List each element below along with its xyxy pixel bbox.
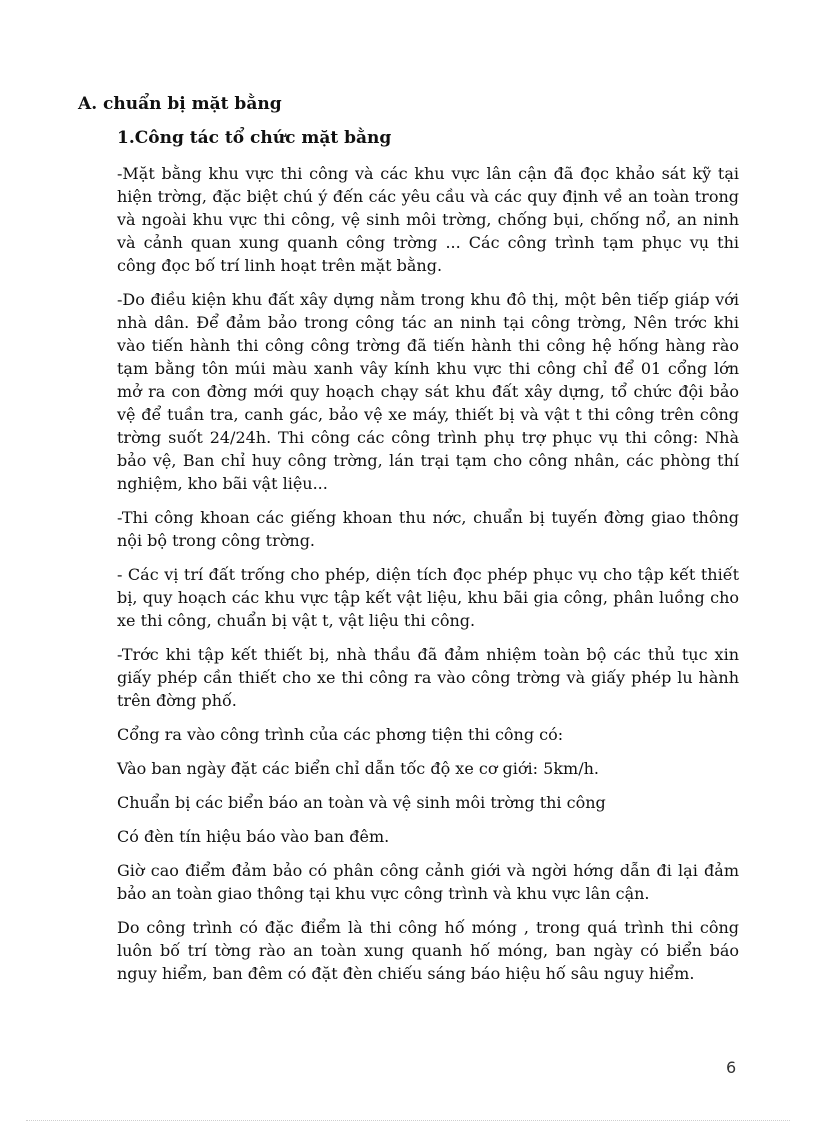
paragraph-speed-signs: Vào ban ngày đặt các biển chỉ dẫn tốc độ xe cơ giới: 5km/h. [117, 759, 599, 778]
document-body [117, 162, 739, 996]
paragraph-night-lights: Có đèn tín hiệu báo vào ban đêm. [117, 827, 390, 846]
paragraph-safety-signs: Chuẩn bị các biển báo an toàn và vệ sinh môi trờng thi công [117, 793, 606, 812]
section-heading: A. chuẩn bị mặt bằng [78, 94, 282, 114]
paragraph-permits: -Trớc khi tập kết thiết bị, nhà thầu đã đảm nhiệm toàn bộ các thủ tục xin giấy phép cần thiết cho xe thi công ra vào công trờng và giấy phép lu hành trên đờng phố. [117, 645, 739, 710]
paragraph-peak-hours: Giờ cao điểm đảm bảo có phân công cảnh giới và ngời hớng dẫn đi lại đảm bảo an toàn giao thông tại khu vực công trình và khu vực lân cận. [117, 861, 739, 903]
paragraph-gate: Cổng ra vào công trình của các phơng tiện thi công có: [117, 725, 564, 744]
paragraph-wells: -Thi công khoan các giếng khoan thu nớc, chuẩn bị tuyến đờng giao thông nội bộ trong công trờng. [117, 508, 739, 550]
paragraph-site-security: -Do điều kiện khu đất xây dựng nằm trong khu đô thị, một bên tiếp giáp với nhà dân. Để đảm bảo trong công tác an ninh tại công trờng, Nên trớc khi vào tiến hành thi công công trờng đã tiến hành thi công hệ hống hàng rào tạm bằng tôn múi màu xanh vây kính khu vực thi công chỉ để 01 cổng lớn mở ra con đờng mới quy hoạch chạy sát khu đất xây dựng, tổ chức đội bảo vệ để tuần tra, canh gác, bảo vệ xe máy, thiết bị và vật t thi công trên công trờng suốt 24/24h. Thi công các công trình phụ trợ phục vụ thi công: Nhà bảo vệ, Ban chỉ huy công trờng, lán trại tạm cho công nhân, các phòng thí nghiệm, kho bãi vật liệu... [117, 290, 739, 493]
paragraph-site-survey: -Mặt bằng khu vực thi công và các khu vực lân cận đã đọc khảo sát kỹ tại hiện trờng, đặc biệt chú ý đến các yêu cầu và các quy định về an toàn trong và ngoài khu vực thi công, vệ sinh môi trờng, chống bụi, chống nổ, an ninh và cảnh quan xung quanh công trờng ... Các công trình tạm phục vụ thi công đọc bố trí linh hoạt trên mặt bằng. [117, 164, 739, 275]
page-bottom-divider [26, 1120, 790, 1121]
paragraph-land-use: - Các vị trí đất trống cho phép, diện tích đọc phép phục vụ cho tập kết thiết bị, quy hoạch các khu vực tập kết vật liệu, khu bãi gia công, phân luồng cho xe thi công, chuẩn bị vật t, vật liệu thi công. [117, 565, 739, 630]
paragraph-foundation-pit: Do công trình có đặc điểm là thi công hố móng , trong quá trình thi công luôn bố trí tờng rào an toàn xung quanh hố móng, ban ngày có biển báo nguy hiểm, ban đêm có đặt đèn chiếu sáng báo hiệu hố sâu nguy hiểm. [117, 918, 739, 983]
page-number: 6 [726, 1058, 737, 1077]
subsection-heading: 1.Công tác tổ chức mặt bằng [117, 128, 392, 148]
